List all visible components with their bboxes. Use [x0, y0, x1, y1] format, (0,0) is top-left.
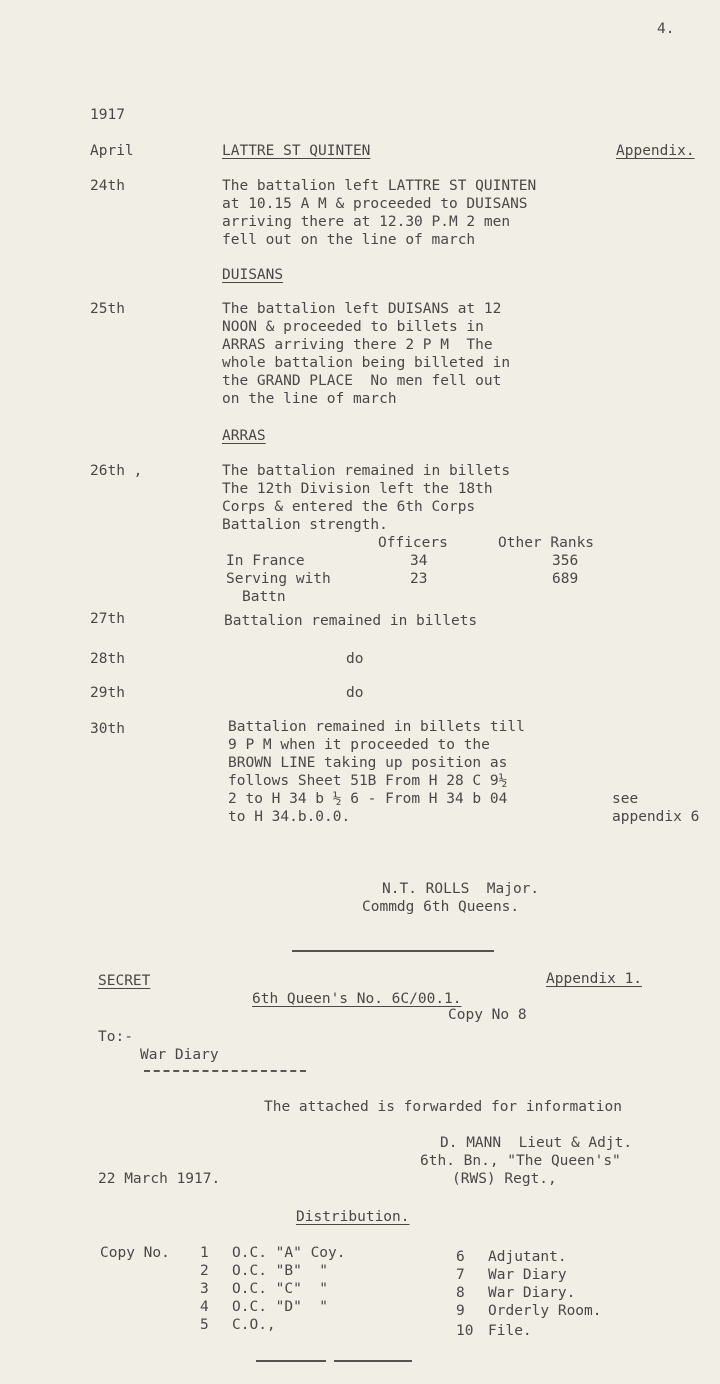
entry-line: Corps & entered the 6th Corps	[222, 499, 476, 515]
dist-recipient: Adjutant.	[488, 1249, 567, 1265]
dist-copy-no: 8	[456, 1285, 465, 1301]
entry-line: do	[346, 651, 364, 667]
dist-copy-no: 6	[456, 1249, 465, 1265]
memo-appendix: Appendix 1.	[546, 971, 643, 987]
dist-recipient: O.C. "B" "	[232, 1263, 329, 1279]
entry-line: arriving there at 12.30 P.M 2 men	[222, 214, 511, 230]
dist-copy-no: 5	[200, 1317, 209, 1333]
distribution-title: Distribution.	[296, 1209, 410, 1225]
dist-copy-no: 7	[456, 1267, 465, 1283]
dist-copy-no: 9	[456, 1303, 465, 1319]
entry-date: 29th	[90, 685, 125, 701]
dist-recipient: Orderly Room.	[488, 1303, 602, 1319]
strength-row-label: In France	[226, 553, 305, 569]
entry-date: 26th ,	[90, 463, 143, 479]
entry-date: 24th	[90, 178, 125, 194]
memo-secret: SECRET	[98, 973, 151, 989]
entry-line: do	[346, 685, 364, 701]
to-underline	[144, 1070, 306, 1072]
end-rule-left	[256, 1360, 326, 1362]
entry-line: The battalion left LATTRE ST QUINTEN	[222, 178, 537, 194]
see-appendix-note: appendix 6	[612, 809, 700, 825]
dist-recipient: O.C. "C" "	[232, 1281, 329, 1297]
copy-label: Copy No.	[100, 1245, 170, 1261]
memo-date: 22 March 1917.	[98, 1171, 221, 1187]
entry-date: 25th	[90, 301, 125, 317]
entry-line: at 10.15 A M & proceeded to DUISANS	[222, 196, 528, 212]
entry-line: NOON & proceeded to billets in	[222, 319, 484, 335]
entry-line: The battalion left DUISANS at 12	[222, 301, 502, 317]
dist-recipient: War Diary	[488, 1267, 567, 1283]
memo-signature-name: D. MANN Lieut & Adjt.	[440, 1135, 633, 1151]
entry-date: 27th	[90, 611, 125, 627]
see-appendix-note: see	[612, 791, 639, 807]
dist-recipient: File.	[488, 1323, 532, 1339]
entry-line: on the line of march	[222, 391, 397, 407]
strength-col-officers: Officers	[378, 535, 448, 551]
strength-row-label-cont: Battn	[242, 589, 286, 605]
heading-duisans: DUISANS	[222, 267, 284, 283]
memo-to-label: To:-	[98, 1029, 133, 1045]
strength-officers-value: 34	[410, 553, 428, 569]
heading-latre: LATTRE ST QUINTEN	[222, 143, 371, 159]
entry-line: whole battalion being billeted in	[222, 355, 511, 371]
strength-officers-value: 23	[410, 571, 428, 587]
memo-signature-regt: (RWS) Regt.,	[452, 1171, 557, 1187]
dist-recipient: War Diary.	[488, 1285, 576, 1301]
dist-copy-no: 1	[200, 1245, 209, 1261]
section-divider	[292, 950, 494, 952]
memo-signature-unit: 6th. Bn., "The Queen's"	[420, 1153, 621, 1169]
entry-line: The battalion remained in billets	[222, 463, 511, 479]
diary-year: 1917	[90, 107, 125, 123]
memo-reference: 6th Queen's No. 6C/00.1.	[252, 991, 462, 1007]
heading-arras: ARRAS	[222, 428, 266, 444]
strength-col-other: Other Ranks	[498, 535, 595, 551]
dist-copy-no: 10	[456, 1323, 474, 1339]
strength-other-value: 356	[552, 553, 579, 569]
entry-line: fell out on the line of march	[222, 232, 476, 248]
dist-recipient: O.C. "D" "	[232, 1299, 329, 1315]
dist-copy-no: 3	[200, 1281, 209, 1297]
strength-row-label: Serving with	[226, 571, 331, 587]
memo-body: The attached is forwarded for information	[264, 1099, 622, 1115]
entry-line: the GRAND PLACE No men fell out	[222, 373, 502, 389]
entry-line: Battalion remained in billets	[224, 613, 478, 629]
appendix-header: Appendix.	[616, 143, 695, 159]
entry-date: 30th	[90, 721, 125, 737]
diary-signature-title: Commdg 6th Queens.	[362, 899, 520, 915]
entry-line: 2 to H 34 b ½ 6 - From H 34 b 04	[228, 791, 508, 807]
entry-line: to H 34.b.0.0.	[228, 809, 351, 825]
entry-line: 9 P M when it proceeded to the	[228, 737, 490, 753]
dist-recipient: C.O.,	[232, 1317, 276, 1333]
page-number: 4.	[657, 21, 675, 37]
entry-line: Battalion remained in billets till	[228, 719, 525, 735]
dist-copy-no: 2	[200, 1263, 209, 1279]
dist-recipient: O.C. "A" Coy.	[232, 1245, 346, 1261]
entry-line: follows Sheet 51B From H 28 C 9½	[228, 773, 508, 789]
dist-copy-no: 4	[200, 1299, 209, 1315]
memo-copy-number: Copy No 8	[448, 1007, 527, 1023]
entry-line: Battalion strength.	[222, 517, 388, 533]
diary-month: April	[90, 143, 134, 159]
entry-line: The 12th Division left the 18th	[222, 481, 493, 497]
entry-line: ARRAS arriving there 2 P M The	[222, 337, 493, 353]
entry-line: BROWN LINE taking up position as	[228, 755, 508, 771]
entry-date: 28th	[90, 651, 125, 667]
strength-other-value: 689	[552, 571, 579, 587]
memo-to-name: War Diary	[140, 1047, 219, 1063]
diary-signature-name: N.T. ROLLS Major.	[382, 881, 540, 897]
end-rule-right	[334, 1360, 412, 1362]
